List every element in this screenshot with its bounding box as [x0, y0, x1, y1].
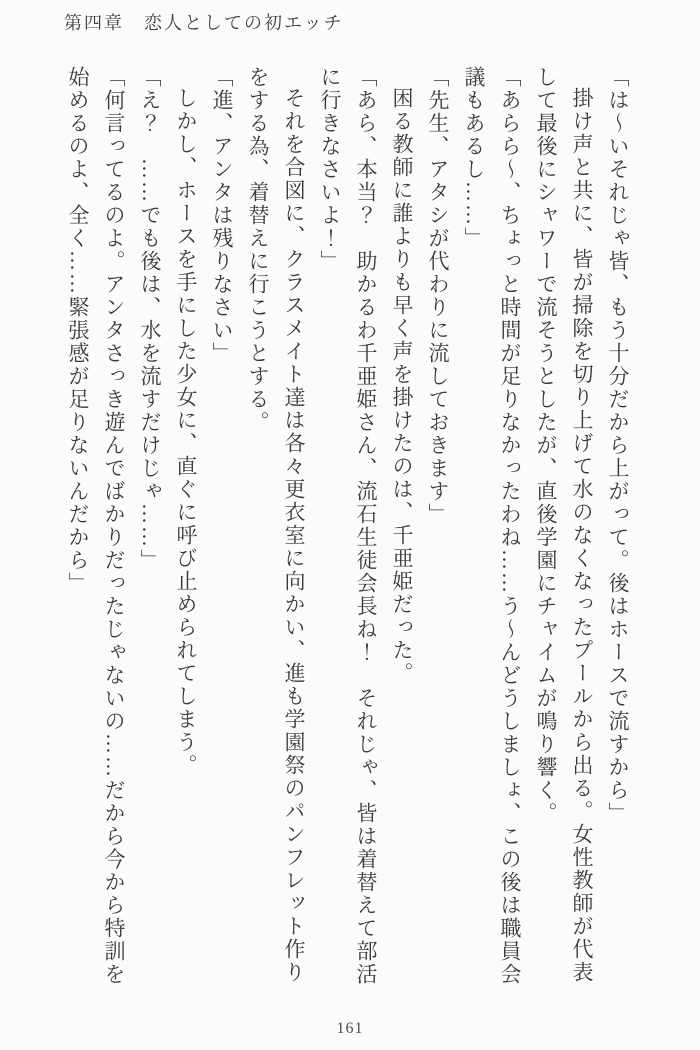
text-line: 「は〜いそれじゃ皆、もう十分だから上がって。後はホースで流すから」 [606, 66, 630, 825]
text-line: 「進、アンタは残りなさい」 [210, 66, 234, 365]
page-number: 161 [336, 1020, 364, 1037]
chapter-header: 第四章 恋人としての初エッチ [64, 13, 344, 33]
text-line: 始めるのよ、全く……緊張感が足りないんだから」 [66, 66, 90, 595]
text-line: 議もあるし……」 [462, 66, 486, 250]
text-line: して最後にシャワーで流そうとしたが、直後学園にチャイムが鳴り響く。 [534, 66, 558, 825]
text-line: 掛け声と共に、皆が掃除を切り上げて水のなくなったプールから出る。女性教師が代表 [570, 87, 594, 984]
text-line: 困る教師に誰よりも早く声を掛けたのは、千亜姫だった。 [390, 87, 414, 685]
text-line: 「何言ってるのよ。アンタさっき遊んでばかりだったじゃないの……だから今から特訓を [102, 66, 126, 986]
text-line: 「え？ ……でも後は、水を流すだけじゃ……」 [138, 66, 162, 572]
text-line: に行きなさいよ！」 [318, 66, 342, 273]
text-line: 「あらら〜、ちょっと時間が足りなかったわね……う〜んどうしましょ、この後は職員会 [498, 66, 522, 986]
vertical-text-block [60, 66, 636, 1011]
text-line: をする為、着替えに行こうとする。 [246, 66, 270, 434]
text-line: 「先生、アタシが代わりに流しておきます」 [426, 66, 450, 526]
text-line: 「あら、本当？ 助かるわ千亜姫さん、流石生徒会長ね！ それじゃ、皆は着替えて部活 [354, 66, 378, 986]
text-line: しかし、ホースを手にした少女に、直ぐに呼び止められてしまう。 [174, 87, 198, 777]
text-line: それを合図に、クラスメイト達は各々更衣室に向かい、進も学園祭のパンフレット作り [282, 87, 306, 984]
